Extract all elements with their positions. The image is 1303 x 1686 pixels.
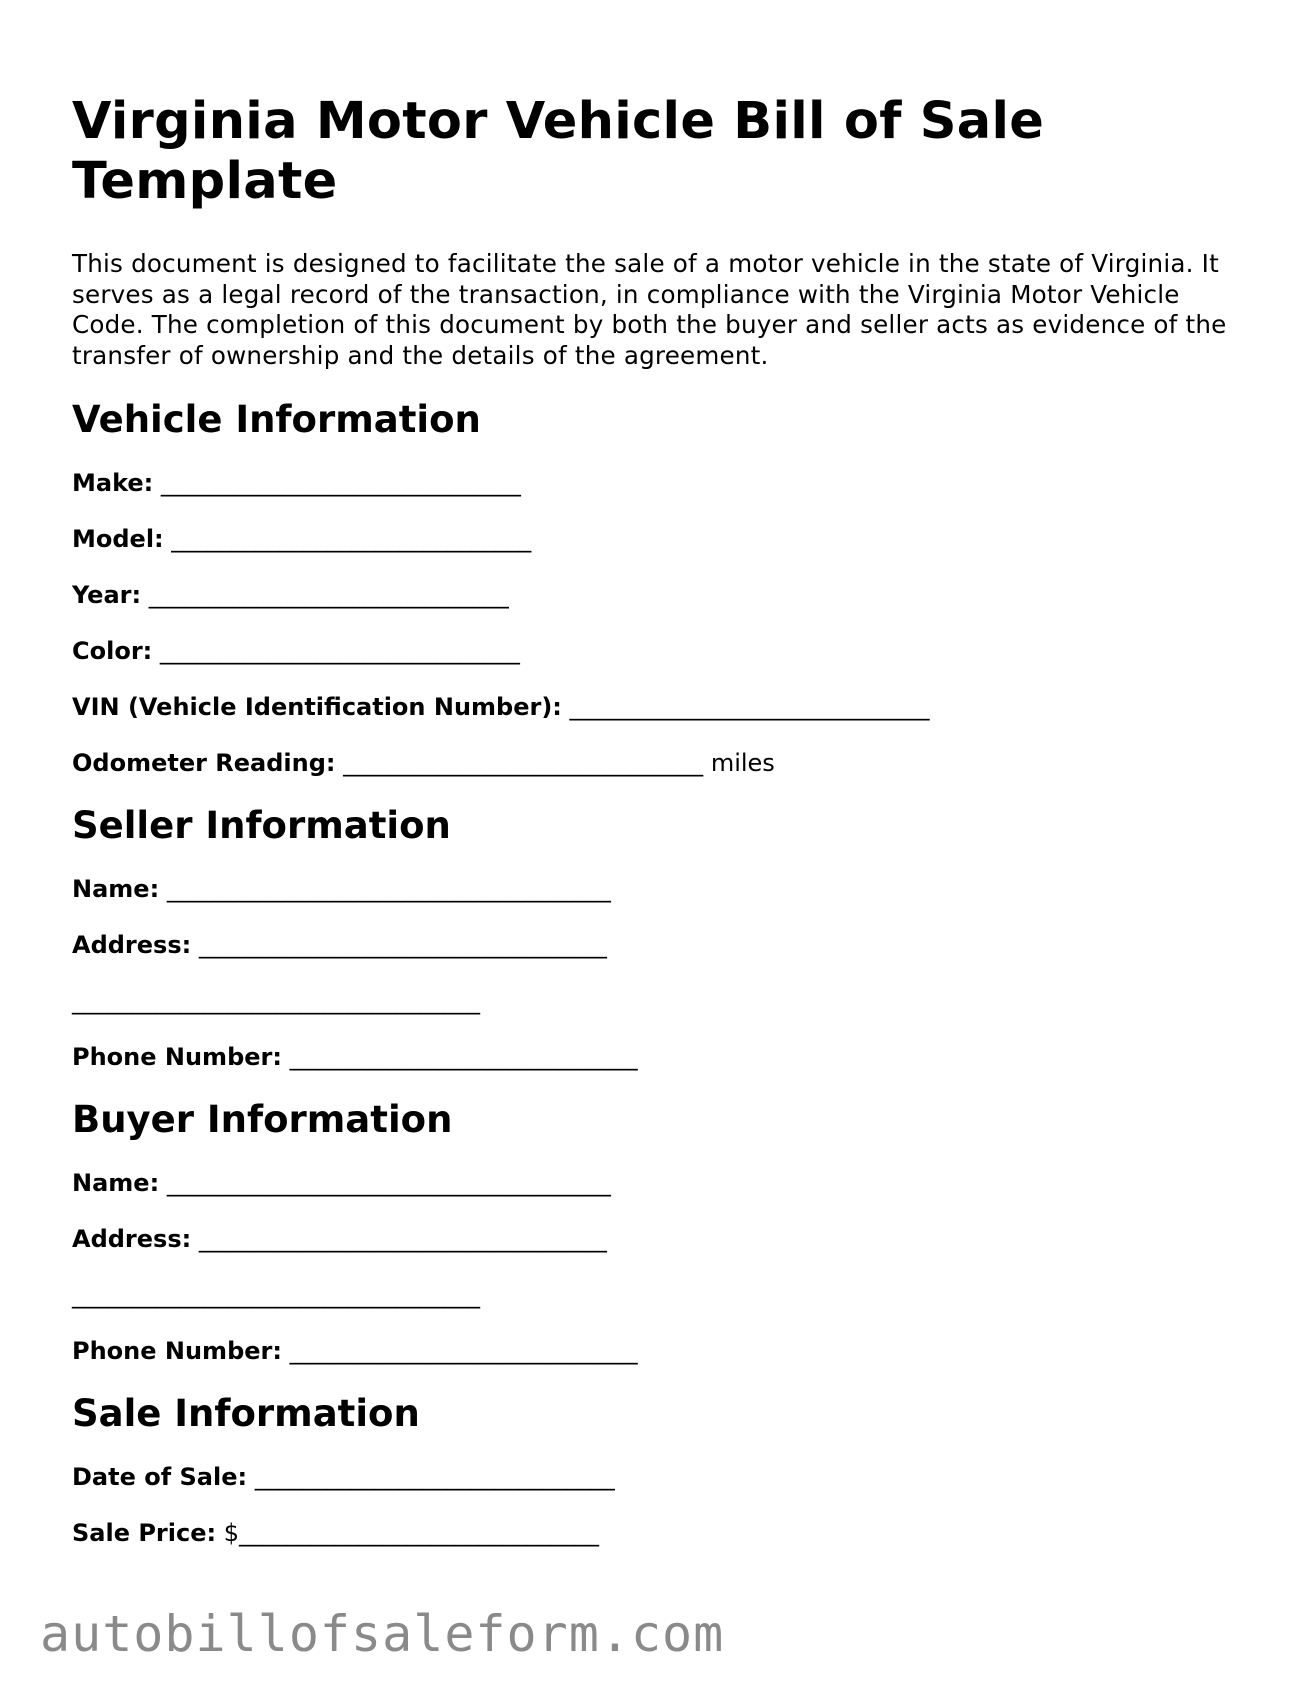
intro-paragraph: This document is designed to facilitate the sale of a motor vehicle in the state of Virginia. It serves as a legal record of the transaction, in compliance with the Virginia Motor Vehicle Code. The completion of this document by both the buyer and seller acts as evidence of the transfer of ownership and the details of the agreement. <box>72 249 1227 370</box>
sale-price-blank[interactable]: ______________________________ <box>239 1519 600 1547</box>
seller-phone-field[interactable] <box>72 1042 1232 1072</box>
make-blank[interactable]: ______________________________ <box>160 469 521 497</box>
seller-phone-label: Phone Number: <box>72 1043 282 1071</box>
seller-address-label: Address: <box>72 931 192 959</box>
sale-price-label: Sale Price: <box>72 1519 217 1547</box>
buyer-address-blank[interactable]: __________________________________ <box>198 1225 607 1253</box>
seller-address-line2[interactable]: __________________________________ <box>72 987 480 1015</box>
seller-address-blank[interactable]: __________________________________ <box>198 931 607 959</box>
buyer-address-line2[interactable]: __________________________________ <box>72 1281 480 1309</box>
odometer-blank[interactable]: ______________________________ <box>343 749 704 777</box>
buyer-address-label: Address: <box>72 1225 192 1253</box>
buyer-information-section <box>72 1098 1232 1366</box>
document-title: Virginia Motor Vehicle Bill of Sale Template <box>72 92 1045 211</box>
site-watermark: autobillofsaleform.com <box>40 1605 725 1663</box>
buyer-phone-field[interactable] <box>72 1336 1232 1366</box>
color-label: Color: <box>72 637 153 665</box>
seller-name-blank[interactable]: _____________________________________ <box>166 875 611 903</box>
year-label: Year: <box>72 581 142 609</box>
buyer-information-heading: Buyer Information <box>72 1098 453 1141</box>
sale-information-heading: Sale Information <box>72 1392 420 1435</box>
date-of-sale-field[interactable] <box>72 1462 1232 1492</box>
model-field[interactable] <box>72 524 1232 554</box>
buyer-phone-label: Phone Number: <box>72 1337 282 1365</box>
sale-price-currency: $ <box>223 1519 240 1547</box>
seller-name-label: Name: <box>72 875 160 903</box>
make-label: Make: <box>72 469 154 497</box>
vin-blank[interactable]: ______________________________ <box>569 693 930 721</box>
seller-information-section <box>72 804 1232 1072</box>
buyer-name-blank[interactable]: _____________________________________ <box>166 1169 611 1197</box>
seller-phone-blank[interactable]: _____________________________ <box>289 1043 638 1071</box>
sale-price-field[interactable] <box>72 1518 1232 1548</box>
buyer-address-field[interactable] <box>72 1224 1232 1254</box>
make-field[interactable] <box>72 468 1232 498</box>
color-blank[interactable]: ______________________________ <box>159 637 520 665</box>
sale-information-section <box>72 1392 1232 1548</box>
year-blank[interactable]: ______________________________ <box>148 581 509 609</box>
year-field[interactable] <box>72 580 1232 610</box>
odometer-field[interactable] <box>72 748 1232 778</box>
vehicle-information-heading: Vehicle Information <box>72 398 481 441</box>
buyer-phone-blank[interactable]: _____________________________ <box>289 1337 638 1365</box>
date-of-sale-label: Date of Sale: <box>72 1463 248 1491</box>
odometer-label: Odometer Reading: <box>72 749 336 777</box>
vehicle-information-section <box>72 398 1232 778</box>
model-blank[interactable]: ______________________________ <box>171 525 532 553</box>
date-of-sale-blank[interactable]: ______________________________ <box>254 1463 615 1491</box>
model-label: Model: <box>72 525 164 553</box>
seller-information-heading: Seller Information <box>72 804 451 847</box>
buyer-name-field[interactable] <box>72 1168 1232 1198</box>
odometer-unit: miles <box>710 749 775 777</box>
vin-field[interactable] <box>72 692 1232 722</box>
seller-address-field[interactable] <box>72 930 1232 960</box>
buyer-name-label: Name: <box>72 1169 160 1197</box>
seller-name-field[interactable] <box>72 874 1232 904</box>
color-field[interactable] <box>72 636 1232 666</box>
document-page <box>72 92 1232 1574</box>
vin-label: VIN (Vehicle Identification Number): <box>72 693 562 721</box>
